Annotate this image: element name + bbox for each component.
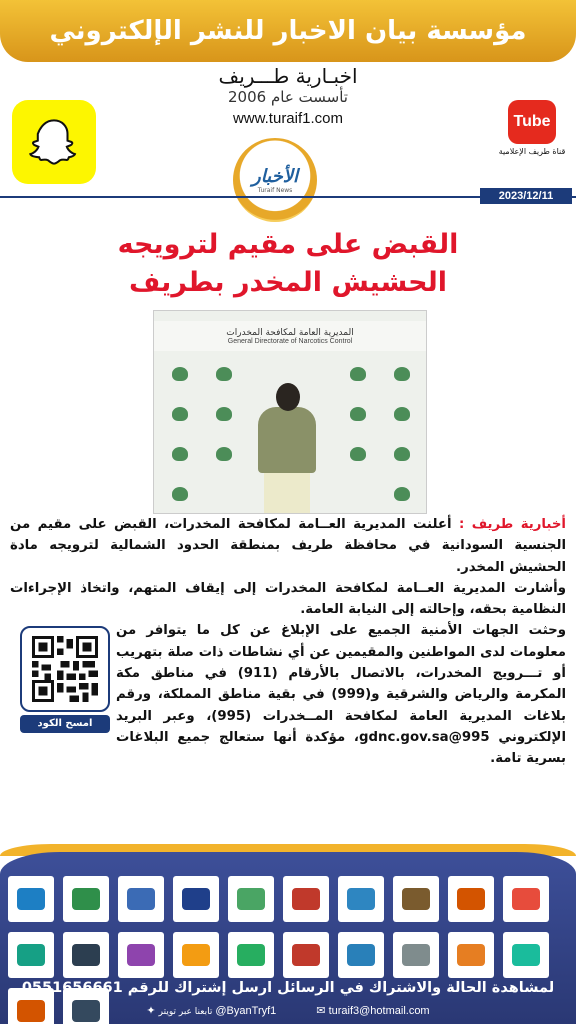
qr-code[interactable]	[20, 626, 110, 712]
sponsor-logo[interactable]	[338, 932, 384, 978]
article-lead: أخبارية طريف :	[458, 517, 566, 532]
sponsor-logo[interactable]	[503, 876, 549, 922]
article-photo	[153, 310, 427, 514]
sponsor-mark-icon	[17, 944, 45, 966]
sponsor-mark-icon	[72, 944, 100, 966]
sponsor-logo[interactable]	[338, 876, 384, 922]
emblem-icon	[350, 407, 366, 421]
emblem-icon	[172, 407, 188, 421]
sponsor-mark-icon	[512, 888, 540, 910]
sponsor-mark-icon	[182, 944, 210, 966]
youtube-caption: قناة طريف الإعلامية	[498, 147, 566, 156]
sponsor-logo[interactable]	[448, 876, 494, 922]
sponsor-mark-icon	[457, 888, 485, 910]
sponsor-mark-icon	[182, 888, 210, 910]
suspect-head	[276, 383, 300, 411]
emblem-icon	[394, 367, 410, 381]
sponsor-mark-icon	[237, 888, 265, 910]
emblem-icon	[216, 447, 232, 461]
date-strip	[0, 188, 576, 204]
site-subtitle: اخبـارية طـــريف	[218, 64, 358, 88]
sponsor-logo[interactable]	[173, 932, 219, 978]
sponsor-mark-icon	[127, 888, 155, 910]
sponsor-logo[interactable]	[63, 876, 109, 922]
emblem-icon	[394, 447, 410, 461]
paragraph-1	[10, 514, 566, 578]
ghost-icon	[27, 115, 81, 169]
sponsor-mark-icon	[512, 944, 540, 966]
sponsor-logo[interactable]	[8, 932, 54, 978]
sponsor-logo[interactable]	[448, 932, 494, 978]
paragraph-3: وحثت الجهات الأمنية الجميع على الإبلاغ عن كل ما يتوافر من معلومات لدى المواطنين والمقيمين عن أي نشاطات ذات صلة بتهريب أو تـــرويج المخدرات، بالاتصال بالأرقام (911) في مناطق مكة المكرمة والرياض والشرقية و(999) في بقية مناطق المملكة، ورقم بلاغات المديرية العامة لمكافحة المــخدرات (995)، وعبر البريد الإلكتروني 995@gdnc.gov.sa، مؤكدة أنها ستعالج جميع البلاغات بسرية تامة.	[116, 623, 566, 767]
paragraph-1-text: أعلنت المديرية العــامة لمكافحة المخدرات، القبض على مقيم من الجنسية السودانية في محافظة طريف بمنطقة الحدود الشمالية لترويجه مادة الحشيش المخدر.	[10, 517, 566, 575]
sponsor-logo[interactable]	[393, 876, 439, 922]
logo-text: الأخبار	[252, 166, 299, 187]
emblem-icon	[216, 407, 232, 421]
email-address: turaif3@hotmail.com	[328, 1005, 430, 1017]
logo-subtext: Turaif News	[257, 187, 293, 194]
emblem-icon	[172, 367, 188, 381]
snapchat-icon[interactable]	[12, 100, 96, 184]
sponsor-mark-icon	[292, 944, 320, 966]
sponsors-footer	[0, 852, 576, 1024]
sponsor-mark-icon	[292, 888, 320, 910]
website-link[interactable]: www.turaif1.com	[232, 110, 344, 127]
contact-row	[0, 1004, 576, 1017]
sponsor-mark-icon	[17, 888, 45, 910]
sponsor-logo[interactable]	[228, 876, 274, 922]
scan-code-button[interactable]: امسح الكود	[20, 715, 110, 733]
emblem-icon	[350, 367, 366, 381]
founded-text: تأسست عام 2006	[228, 88, 348, 106]
twitter-label: تابعنا عبر تويتر	[158, 1007, 213, 1017]
sponsor-mark-icon	[347, 888, 375, 910]
sponsor-mark-icon	[127, 944, 155, 966]
sponsor-mark-icon	[347, 944, 375, 966]
sponsor-logo[interactable]	[8, 876, 54, 922]
sponsor-mark-icon	[72, 888, 100, 910]
qr-code-icon	[32, 636, 98, 702]
emblem-icon	[172, 447, 188, 461]
twitter-icon: ✦	[146, 1005, 159, 1017]
emblem-icon	[350, 447, 366, 461]
email-link[interactable]	[316, 1004, 429, 1017]
header-banner	[0, 0, 576, 62]
emblem-icon	[394, 407, 410, 421]
sponsor-mark-icon	[237, 944, 265, 966]
youtube-icon: Tube	[508, 100, 556, 144]
sponsor-logo[interactable]	[228, 932, 274, 978]
headline-line-2: الحشيش المخدر بطريف	[129, 267, 447, 298]
sponsor-mark-icon	[402, 888, 430, 910]
paragraph-2: وأشارت المديرية العــامة لمكافحة المخدرات إلى إيقاف المتهم، واتخاذ الإجراءات النظامية بحقه، وإحالته إلى النيابة العامة.	[10, 580, 566, 618]
photo-banner	[154, 321, 426, 351]
sponsor-logo[interactable]	[503, 932, 549, 978]
twitter-handle: @ByanTryf1	[215, 1005, 277, 1017]
banner-arabic: المديرية العامة لمكافحة المخدرات	[226, 327, 354, 338]
article-headline	[40, 226, 536, 302]
emblem-icon	[172, 487, 188, 501]
article-body	[10, 514, 566, 770]
headline-line-1: القبض على مقيم لترويجه	[117, 229, 459, 260]
email-icon: ✉	[316, 1005, 329, 1017]
subscribe-cta: لمشاهدة الحالة والاشتراك في الرسائل ارسل إشتراك للرقم 0551656661	[21, 980, 555, 996]
twitter-link[interactable]	[146, 1004, 276, 1017]
emblem-icon	[216, 367, 232, 381]
sponsor-mark-icon	[402, 944, 430, 966]
suspect-vest	[258, 407, 316, 473]
sponsor-logo[interactable]	[173, 876, 219, 922]
sponsor-logo[interactable]	[283, 876, 329, 922]
sponsor-logo[interactable]	[393, 932, 439, 978]
org-title: مؤسسة بيان الاخبار للنشر الإلكتروني	[49, 16, 527, 46]
emblem-icon	[394, 487, 410, 501]
sponsor-logo[interactable]	[118, 932, 164, 978]
sponsor-logo[interactable]	[283, 932, 329, 978]
qr-block[interactable]	[18, 626, 110, 734]
news-logo	[233, 138, 317, 222]
sponsor-mark-icon	[457, 944, 485, 966]
publish-date: 2023/12/11	[480, 188, 572, 204]
youtube-channel[interactable]	[498, 100, 566, 168]
banner-english: General Directorate of Narcotics Control	[227, 337, 353, 345]
sponsor-logo[interactable]	[118, 876, 164, 922]
sponsor-logo[interactable]	[63, 932, 109, 978]
